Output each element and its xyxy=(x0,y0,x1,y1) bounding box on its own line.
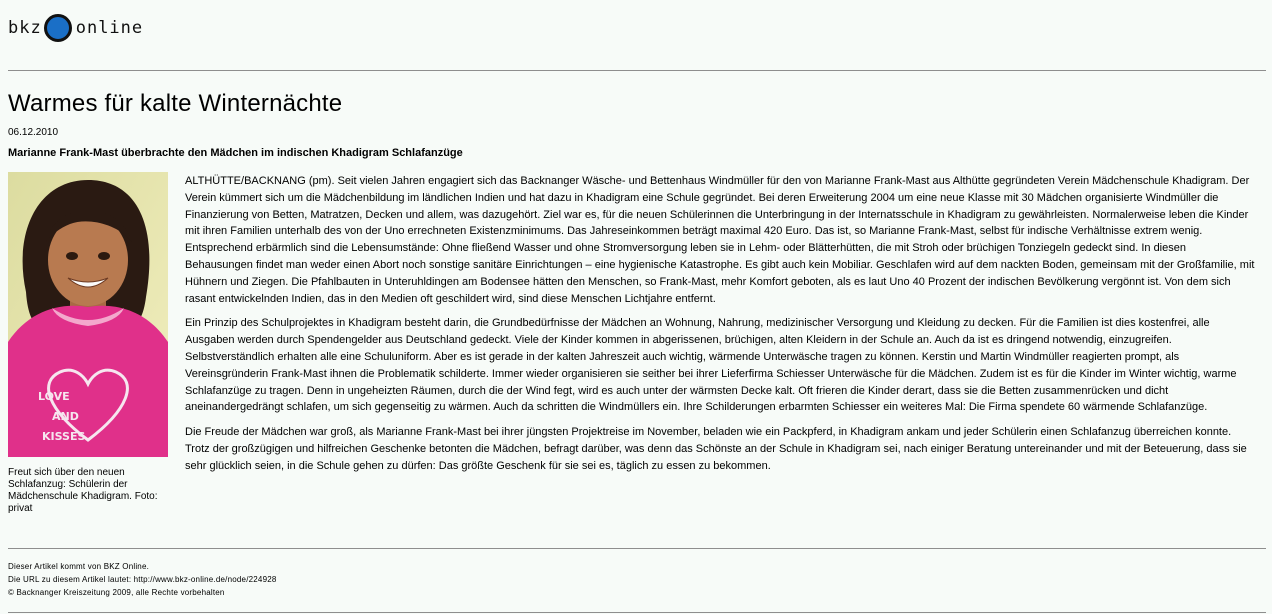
logo-text-online: online xyxy=(75,18,144,38)
footer-source-line: Dieser Artikel kommt von BKZ Online. xyxy=(8,562,150,571)
bottom-divider xyxy=(8,612,1266,613)
shirt-text-1: LOVE xyxy=(38,390,70,403)
logo-text-bkz: bkz xyxy=(8,18,42,38)
site-logo[interactable] xyxy=(8,14,143,42)
article-body xyxy=(185,173,1255,483)
shirt-text-3: KISSES xyxy=(42,430,86,443)
footer xyxy=(8,560,277,599)
article-date: 06.12.2010 xyxy=(8,127,59,138)
footer-copyright-line: © Backnanger Kreiszeitung 2009, alle Rechte vorbehalten xyxy=(8,588,225,597)
article-subtitle: Marianne Frank-Mast überbrachte den Mädchen im indischen Khadigram Schlafanzüge xyxy=(8,147,463,159)
top-divider xyxy=(8,70,1266,71)
footer-url-line[interactable]: Die URL zu diesem Artikel lautet: http://www.bkz-online.de/node/224928 xyxy=(8,575,277,584)
logo-circle-icon xyxy=(44,14,72,42)
photo-caption: Freut sich über den neuen Schlafanzug: Schülerin der Mädchenschule Khadigram. Foto: privat xyxy=(8,467,158,514)
article-paragraph: Ein Prinzip des Schulprojektes in Khadigram besteht darin, die Grundbedürfnisse der Mädchen an Wohnung, Nahrung, medizinischer Versorgung und Kleidung zu decken. Für die Familien ist dies kostenfrei, alle Ausgaben werden durch Spendengelder aus Deutschland gedeckt. Viele der Kinder kommen in abgerissenen, brüchigen, alten Kleidern in der Schule an. Auch da ist es dringend notwendig, einzugreifen. Selbstverständlich erhalten alle eine Schuluniform. Aber es ist gerade in der kalten Jahreszeit auch wichtig, wärmende Unterwäsche tragen zu können. Kerstin und Martin Windmüller reagierten prompt, als Vereinsgründerin Frank-Mast ihnen die Problematik schilderte. Immer wieder organisieren sie seither bei ihrer Lieferfirma Schiesser Unterwäsche für die Mädchen. Zudem ist es für die Kinder im Winter wichtig, warme Schlafanzüge zu tragen. Denn in ungeheizten Räumen, durch die der Wind fegt, wird es auch unter der wärmsten Decke kalt. Oft frieren die Kinder derart, dass sie die Betten zusammenrücken und dicht aneinandergedrängt schlafen, um sich gegenseitig zu wärmen. Auch da schritten die Windmüllers ein. Ihre Schilderungen erbarmten Schiesser ein weiteres Mal: Die Firma spendete 60 wärmende Schlafanzüge. xyxy=(185,317,1237,414)
article-photo xyxy=(8,172,168,457)
girl-photo-illustration xyxy=(8,172,168,457)
footer-divider xyxy=(8,548,1266,549)
shirt-text-2: AND xyxy=(52,410,79,423)
article-paragraph: ALTHÜTTE/BACKNANG (pm). Seit vielen Jahren engagiert sich das Backnanger Wäsche- und Bettenhaus Windmüller für den von Marianne Frank-Mast aus Althütte gegründeten Verein Mädchenschule Khadigram. Der Verein kümmert sich um die Mädchenbildung im ländlichen Indien und hat dazu in Khadigram eine Schule gegründet. Bei deren Erweiterung 2004 um eine neue Klasse mit 30 Mädchen organisierte Windmüller die Finanzierung von Betten, Matratzen, Decken und allem, was dazugehört. Ziel war es, für die neuen Schülerinnen die Unterbringung in der Internatsschule in Khadigram zu gewährleisten. Normalerweise leben die Kinder mit ihren Familien unterhalb des von der Uno errechneten Existenzminimums. Das Jahreseinkommen beträgt maximal 420 Euro. Das ist, so Marianne Frank-Mast, selbst für indische Verhältnisse extrem wenig. Entsprechend erbärmlich sind die Lebensumstände: Ohne fließend Wasser und ohne Stromversorgung leben sie in Lehm- oder Blätterhütten, die mit Stroh oder brüchigen Tonziegeln gedeckt sind. In diesen Behausungen findet man weder einen Abort noch sonstige sanitäre Einrichtungen – eine hygienische Katastrophe. Es gibt auch kein Mobiliar. Geschlafen wird auf dem nackten Boden, gemeinsam mit der Großfamilie, mit Hühnern und Ziegen. Die Pfahlbauten in Unteruhldingen am Bodensee hätten den Menschen, so Frank-Mast, mehr Komfort geboten, als es laut Uno 40 Prozent der indischen Bevölkerung vergönnt ist. Von dem sich rasant entwickelnden Indien, das in den Medien oft geschildert wird, sind diese Menschen Lichtjahre entfernt. xyxy=(185,175,1255,305)
article-title: Warmes für kalte Winternächte xyxy=(8,90,343,117)
article-paragraph: Die Freude der Mädchen war groß, als Marianne Frank-Mast bei ihrer jüngsten Projektreise im November, beladen wie ein Packpferd, in Khadigram ankam und jeder Schülerin einen Schlafanzug überreichen konnte. Trotz der großzügigen und hilfreichen Geschenke betonten die Mädchen, befragt darüber, was denn das Schönste an der Schule in Khadigram sei, nach einiger Beratung untereinander und mit der Beteuerung, dass sie sehr glücklich seien, in die Schule gehen zu dürfen: Das größte Geschenk für sie sei es, täglich zu essen zu bekommen. xyxy=(185,426,1247,472)
